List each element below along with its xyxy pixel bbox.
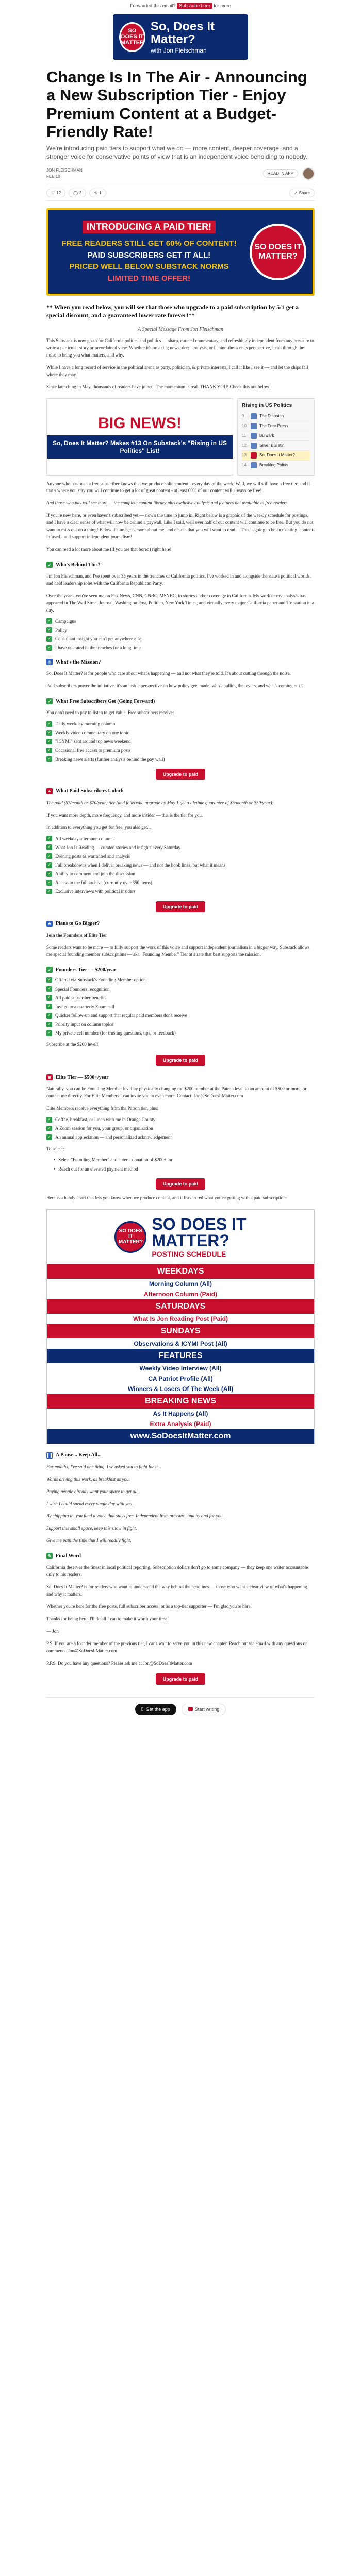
list-item [54, 1157, 315, 1163]
list-item [46, 879, 315, 886]
check-icon: ✓ [46, 995, 52, 1001]
check-icon: ✓ [46, 1134, 52, 1140]
restack-count: 1 [99, 190, 102, 195]
mission-heading [46, 659, 315, 665]
list-item [46, 730, 315, 736]
author-name[interactable]: JON FLEISCHMAN [46, 167, 83, 173]
forward-text: Forwarded this email? [130, 3, 176, 8]
list-item-text: Full breakdowns when I deliver breaking news — and not the hook lines, but what it means [55, 862, 226, 868]
bignews-left [46, 398, 233, 476]
bullet-icon: • [54, 1166, 56, 1172]
pub-name: Breaking Points [259, 463, 289, 467]
check-icon: ✓ [46, 977, 52, 983]
hero-line-3: PAID SUBSCRIBERS GET IT ALL! [87, 250, 211, 260]
list-item-text: Select "Founding Member" and enter a donation of $200+, or [58, 1157, 173, 1163]
list-item-text: Breaking news alerts (further analysis behind the pay wall) [55, 756, 165, 762]
masthead-subtitle: with Jon Fleischman [151, 47, 207, 55]
masthead-logo[interactable] [113, 14, 248, 60]
upgrade-row-2 [46, 901, 315, 912]
list-item-text: Campaigns [55, 618, 76, 624]
para-a-2: Since launching in May, thousands of readers have joined. The momentum is real. THANK YOU! Check this out below! [46, 384, 271, 389]
start-writing-label: Start writing [194, 1706, 220, 1712]
list-item [46, 738, 315, 744]
list-item-highlight [242, 451, 310, 461]
breaking-item-2: Extra Analysis (Paid) [47, 1419, 314, 1429]
pause-heading-text: A Pause... Keep All... [56, 1452, 102, 1459]
list-item-text: Policy [55, 627, 68, 633]
pause-para-4: By chipping in, you fund a voice that stays free. Independent from pressure, and by and for you. [46, 1513, 224, 1519]
elite-para: Naturally, you can be Founding Member level by physically changing the $200 number at the Patron level to an amount of $500 or more, or contact me directly. For Elite Members I can invite you to even more. Contact: Jon@SoDoesItMatter.com [46, 1086, 307, 1099]
list-item [54, 1166, 315, 1172]
para-b-2: If you're new here, or even haven't subscribed yet — now's the time to jump in. Right below is a graphic of the weekly schedule for postings, and I have a clear sense of what will now be behind a paywall. Like I said, well over half of our content will continue to be free. But you do not want to miss out on a thing! Below the image is more about me, and details that you will want to read.... This is going to be an exciting, content-infused - and support independent journalism! [46, 513, 315, 540]
check-icon: ✓ [46, 721, 52, 727]
elite-heading-text: Elite Tier — $500+/year [56, 1074, 109, 1080]
check-icon: ✓ [46, 1013, 52, 1019]
para-a-1: While I have a long record of service in the political arena as party, politician, & private interests, I call it like I see it — and let the chips fall where they may. [46, 364, 308, 377]
check-icon: ✓ [46, 698, 53, 704]
substack-logo-icon [188, 1707, 193, 1711]
paid-list [46, 836, 315, 895]
list-item [46, 627, 315, 633]
paid-heading [46, 788, 315, 794]
final-para-3: Thanks for being here. I'll do all I can to make it worth your time! [46, 1616, 169, 1621]
list-item-text: Priority input on column topics [55, 1022, 113, 1027]
paid-para: If you want more depth, more frequency, and more insider — this is the tier for you. [46, 812, 203, 818]
comment-icon: ◯ [73, 190, 78, 195]
list-item [46, 1021, 315, 1027]
list-item [46, 1125, 315, 1131]
final-para-0: California deserves the finest in local political reporting. Subscription dollars don't go to some company — they keep one writer accountable only to his readers. [46, 1565, 308, 1578]
comment-count: 3 [79, 190, 82, 195]
final-ps: P.S. If you are a founder member of the previous tier, I can't wait to serve you in this new chapter. Reach out via email with any questions or comments. Jon@SoDoesItMatter.com [46, 1640, 307, 1653]
para-a-0: This Substack is now go-to for California politics and politics — sharp, curated commentary, and refreshingly independent from any pressure to write a particular story or preordained view. Whether it's breaking news, deep analysis, or behind-the-scenes perspective, I call through the noise to bring you what matters, and why. [46, 337, 314, 358]
list-item-text: Ability to comment and join the discussion [55, 871, 135, 877]
list-item [46, 756, 315, 762]
post-container [46, 68, 315, 1726]
list-item [46, 977, 315, 983]
rank-num: 14 [242, 463, 247, 467]
schedule-title-2: MATTER? [152, 1231, 229, 1250]
pause-heading [46, 1452, 315, 1459]
list-item [242, 431, 310, 441]
share-label: Share [299, 190, 310, 195]
pub-logo-icon [251, 423, 257, 429]
elite-para-2: Elite Members receive everything from the Patron tier, plus: [46, 1106, 158, 1111]
para-b-1: And those who pay will see more — the complete content library plus exclusive analysis and features not available to free readers. [46, 500, 289, 506]
check-icon: ✓ [46, 967, 53, 973]
read-in-app-button[interactable]: READ IN APP [263, 169, 298, 178]
list-item-text: Invited to a quarterly Zoom call [55, 1004, 114, 1009]
start-writing-button[interactable] [182, 1704, 226, 1715]
mission-para-0: So, Does It Matter? is for people who care about what's happening — and not what they're told. It's about cutting through the noise. [46, 671, 291, 676]
elite-list [46, 1116, 315, 1140]
hero-line-5: LIMITED TIME OFFER! [108, 274, 190, 283]
upgrade-button[interactable]: Upgrade to paid [156, 769, 206, 780]
list-item-text: What Jon Is Reading — curated stories and insights every Saturday [55, 844, 180, 850]
list-item [46, 645, 315, 651]
share-button[interactable] [289, 189, 315, 197]
list-item-text: My private cell number (for trusting questions, tips, or feedback) [55, 1030, 176, 1036]
check-icon: ✓ [46, 836, 52, 841]
rank-num: 11 [242, 433, 247, 438]
list-item-text: A Zoom session for you, your group, or organization [55, 1126, 153, 1131]
forward-tail: for more [214, 3, 231, 8]
plans-sub: Join the Founders of Elite Tier [46, 932, 107, 938]
pub-name: Bulwark [259, 433, 274, 438]
upgrade-button[interactable]: Upgrade to paid [156, 1178, 206, 1190]
free-list [46, 721, 315, 762]
weekdays-band: WEEKDAYS [47, 1264, 314, 1279]
feature-item-1: Weekly Video Interview (All) [47, 1363, 314, 1374]
pub-name: Silver Bulletin [259, 443, 285, 448]
pen-icon: ✎ [46, 1553, 53, 1559]
action-bar [46, 185, 315, 201]
list-item [46, 888, 315, 894]
final-heading-text: Final Word [56, 1553, 81, 1559]
plans-heading-text: Plans to Go Bigger? [56, 921, 100, 927]
schedule-title: SO DOES IT [152, 1214, 247, 1233]
pause-para-5: Support this small space, keep this show in fight. [46, 1526, 137, 1531]
posting-schedule-image[interactable] [46, 1209, 315, 1444]
pub-logo-icon [251, 452, 257, 459]
check-icon: ✓ [46, 1117, 52, 1123]
top-banner [0, 0, 361, 11]
check-icon: ✓ [46, 1004, 52, 1009]
check-icon: ✓ [46, 889, 52, 894]
pub-logo-icon [251, 462, 257, 468]
para-b-0: Anyone who has been a free subscriber knows that we produce solid content - every day of the week. Well, we will still have a free tier, and if that's where you stay you will continue to get a lot of great content - at least 60% of our content will always be free! [46, 481, 310, 494]
footer-bar [46, 1697, 315, 1726]
check-icon: ✓ [46, 618, 52, 624]
post-date: FEB 10 [46, 174, 60, 179]
saturdays-band: SATURDAYS [47, 1299, 314, 1314]
elite-sub-list [46, 1157, 315, 1172]
list-item-text: Access to the full archive (currently over 350 items) [55, 880, 152, 886]
intro-bold: ** When you read below, you will see that those who upgrade to a paid subscription by 5/1 get a special discount, and a guaranteed lower rate forever!** [46, 303, 299, 319]
hero-line-2: FREE READERS STILL GET 60% OF CONTENT! [61, 239, 237, 248]
lock-icon: ▲ [46, 788, 53, 794]
rank-num: 10 [242, 423, 247, 428]
list-item-text: I have operated in the trenches for a long time [55, 645, 141, 651]
list-item [46, 844, 315, 851]
final-pps: P.P.S. Do you have any questions? Please ask me at Jon@SoDoesItMatter.com [46, 1660, 192, 1666]
list-item [242, 421, 310, 431]
list-item [46, 1012, 315, 1019]
list-item-text: Weekly video commentary on one topic [55, 730, 129, 736]
bignews-image[interactable] [46, 398, 315, 476]
pause-para-1: Words driving this work, as breakfast as you. [46, 1476, 130, 1482]
pause-para-6: Give me path the time that I will readily fight. [46, 1538, 132, 1544]
features-band: FEATURES [47, 1349, 314, 1363]
feature-item-2: CA Patriot Profile (All) [47, 1374, 314, 1384]
list-item [46, 1134, 315, 1140]
check-icon: ✓ [46, 844, 52, 850]
upgrade-row-1 [46, 769, 315, 780]
check-icon: ✓ [46, 1022, 52, 1027]
like-count: 12 [56, 190, 61, 195]
schedule-header [47, 1210, 314, 1264]
get-app-label: Get the app [145, 1706, 170, 1712]
pause-para-2: Paying people already want your space to get all. [46, 1488, 139, 1494]
paid-para-2: In addition to everything you get for free, you also get... [46, 824, 151, 830]
logo-badge: SO DOES IT MATTER [119, 22, 145, 52]
upgrade-row-4 [46, 1178, 315, 1190]
founders-heading-text: Founders Tier — $200/year [56, 967, 117, 973]
pub-logo-icon [251, 443, 257, 449]
who-list [46, 618, 315, 651]
list-item-text: An annual appreciation — and personalized acknowledgement [55, 1134, 172, 1140]
plans-para: Some readers want to be more — to fully support the work of this voice and support independent journalism in a bigger way. Substack allows me special founding member subscriptions — aka "Founding Member" Tier at a rate that best supports the mission. [46, 944, 310, 957]
hero-line-1: INTRODUCING A PAID TIER! [83, 221, 216, 234]
rank-num: 12 [242, 443, 247, 448]
upgrade-button[interactable]: Upgrade to paid [156, 1055, 206, 1066]
founders-note: Subscribe at the $200 level! [46, 1042, 99, 1047]
schedule-posting: POSTING SCHEDULE [152, 1249, 226, 1258]
pub-name: The Dispatch [259, 414, 284, 418]
sundays-band: SUNDAYS [47, 1324, 314, 1338]
check-icon: ✓ [46, 562, 53, 568]
target-icon: ◎ [46, 659, 53, 665]
comment-button[interactable] [69, 189, 86, 197]
list-item [242, 412, 310, 421]
restack-icon: ⟲ [94, 190, 98, 195]
restack-button[interactable] [89, 189, 106, 197]
free-intro: You don't need to pay to listen to get value. Free subscribers receive: [46, 710, 174, 716]
final-para-1: So, Does It Matter? is for readers who want to understand the why behind the headlines — those who want a clear view of what's happening and why it matters. [46, 1584, 307, 1597]
list-item-text: All weekday afternoon columns [55, 836, 115, 841]
check-icon: ✓ [46, 986, 52, 992]
pub-name: The Free Press [259, 423, 288, 428]
upgrade-row-5 [46, 1673, 315, 1685]
feature-item-3: Winners & Losers Of The Week (All) [47, 1384, 314, 1394]
check-icon: ✓ [46, 645, 52, 651]
mission-para-1: Paid subscribers power the initiative. It's an inside perspective on how policy gets made, who's pulling the levers, and what's coming next. [46, 683, 303, 689]
weekday-item-2: Afternoon Column (Paid) [47, 1289, 314, 1299]
check-icon: ✓ [46, 862, 52, 868]
who-para-0: I'm Jon Fleischman, and I've spent over 35 years in the trenches of California politics. I've worked in and alongside the state's political worlds, and held leadership roles with the California Republican Party. [46, 573, 311, 586]
check-icon: ✓ [46, 636, 52, 642]
check-icon: ✓ [46, 739, 52, 744]
final-heading [46, 1553, 315, 1559]
list-item-text: Occasional free access to premium posts [55, 748, 131, 753]
list-item-text: Special Founders recognition [55, 986, 110, 992]
avatar[interactable] [302, 167, 315, 180]
list-item [46, 636, 315, 642]
free-heading [46, 698, 315, 704]
para-b-3: You can read a lot more about me (if you are that bored) right here! [46, 547, 172, 552]
special-message: A Special Message From Jon Fleischman [138, 326, 223, 332]
list-item-text: Quicker follow-up and support that regular paid members don't receive [55, 1012, 187, 1018]
who-heading-text: Who's Behind This? [56, 562, 101, 568]
rank-num: 13 [242, 453, 247, 457]
final-signoff: — Jon [46, 1628, 59, 1634]
check-icon: ✓ [46, 853, 52, 859]
masthead-wrap [0, 11, 361, 65]
mission-heading-text: What's the Mission? [56, 659, 101, 665]
list-item-text: Evening posts as warranted and analysis [55, 853, 130, 859]
upgrade-button[interactable]: Upgrade to paid [156, 1673, 206, 1685]
like-button[interactable] [46, 189, 65, 197]
masthead-title: So, Does It Matter? [151, 19, 215, 46]
list-item [242, 441, 310, 451]
free-heading-text: What Free Subscribers Get (Going Forward) [56, 698, 155, 704]
bignews-headline: BIG NEWS! [98, 415, 182, 432]
list-item-text: Consultant insight you can't get anywhere else [55, 636, 142, 641]
upgrade-row-3 [46, 1055, 315, 1066]
heart-icon: ♡ [51, 190, 55, 195]
rising-list [237, 398, 315, 476]
rocket-icon: ★ [46, 921, 53, 927]
list-item-text: Daily weekday morning column [55, 721, 116, 727]
list-item [46, 836, 315, 842]
list-item [46, 618, 315, 624]
list-item [46, 986, 315, 992]
post-subtitle: We're introducing paid tiers to support what we do — more content, deeper coverage, and a stronger voice for conservative points of view that is an independent voice beholding to nobody. [46, 145, 308, 160]
list-item [46, 995, 315, 1001]
schedule-url: www.SoDoesItMatter.com [47, 1429, 314, 1444]
list-item [46, 1116, 315, 1123]
paid-heading-text: What Paid Subscribers Unlock [56, 788, 124, 794]
crown-icon: ♛ [46, 1074, 53, 1080]
list-item [46, 871, 315, 877]
who-heading [46, 562, 315, 568]
pub-logo-icon [251, 433, 257, 439]
list-item-text: Offered via Substack's Founding Member option [55, 977, 146, 983]
check-icon: ✓ [46, 871, 52, 877]
check-icon: ✓ [46, 748, 52, 753]
saturday-item-1: What Is Jon Reading Post (Paid) [47, 1314, 314, 1324]
list-item-text: Reach out for an elevated payment method [58, 1166, 138, 1172]
breaking-item-1: As It Happens (All) [47, 1409, 314, 1419]
pub-logo-icon [251, 413, 257, 419]
get-app-button[interactable] [135, 1704, 176, 1715]
weekday-item-1: Morning Column (All) [47, 1279, 314, 1289]
list-item [46, 721, 315, 727]
upgrade-button[interactable]: Upgrade to paid [156, 901, 206, 912]
schedule-badge: SO DOES IT MATTER? [114, 1221, 146, 1253]
founders-heading [46, 967, 315, 973]
elite-para-3: To select: [46, 1146, 64, 1151]
rank-num: 9 [242, 414, 244, 418]
check-icon: ✓ [46, 627, 52, 633]
list-item [46, 1004, 315, 1010]
pause-icon: ❚❚ [46, 1453, 53, 1458]
check-icon: ✓ [46, 880, 52, 886]
sunday-item-1: Observations & ICYMI Post (All) [47, 1338, 314, 1349]
who-para-1: Over the years, you've seen me on Fox News, CNN, CNBC, MSNBC, in stories and/or coverage in California. My work or my analysis has appeared in The Wall Street Journal, Washington Post, Politico, New York Times, and virtually every major California paper and TV station in a day. [46, 592, 314, 613]
bignews-box: So, Does It Matter? Makes #13 On Substack's "Rising in US Politics" List! [47, 435, 233, 459]
breaking-band: BREAKING NEWS [47, 1394, 314, 1409]
check-icon: ✓ [46, 756, 52, 762]
list-item-text: All paid subscriber benefits [55, 995, 107, 1001]
elite-heading [46, 1074, 315, 1080]
post-title[interactable]: Change Is In The Air - Announcing a New Subscription Tier - Enjoy Premium Content at a Budget-Friendly Rate! [46, 68, 307, 141]
list-item [242, 461, 310, 470]
paid-intro: The paid ($7/month or $70/year) tier (and folks who upgrade by May 1 get a lifetime guarantee of $5/month or $50/year): [46, 800, 274, 805]
share-icon: ↗ [293, 190, 298, 195]
list-item [46, 853, 315, 859]
final-para-2: Whether you're here for the free posts, full subscriber access, or as a top-tier supporter — I'm glad you're here. [46, 1604, 252, 1609]
list-item [46, 1030, 315, 1036]
check-icon: ✓ [46, 1126, 52, 1131]
byline [46, 167, 315, 180]
rising-list-title: Rising in US Politics [242, 402, 292, 409]
check-icon: ✓ [46, 1030, 52, 1036]
subscribe-link[interactable]: Subscribe here [177, 3, 212, 9]
phone-icon: ▯ [141, 1706, 144, 1712]
list-item [46, 862, 315, 868]
check-icon: ✓ [46, 730, 52, 736]
pause-para-3: I wish I could spend every single day with you. [46, 1501, 134, 1506]
hero-image[interactable] [46, 208, 315, 296]
hero-line-4: PRICED WELL BELOW SUBSTACK NORMS [69, 262, 229, 272]
pause-para-0: For months, I've said one thing, I've asked you to fight for it... [46, 1464, 161, 1469]
bullet-icon: • [54, 1157, 56, 1163]
list-item-text: Exclusive interviews with political insiders [55, 889, 136, 894]
hero-badge: SO DOES IT MATTER? [250, 224, 306, 280]
pub-name: So, Does It Matter? [259, 453, 295, 457]
list-item-text: "ICYMI" sent around top news weekend [55, 739, 131, 744]
founders-list [46, 977, 315, 1036]
list-item-text: Coffee, breakfast, or lunch with me in Orange County [55, 1117, 156, 1123]
schedule-intro: Here is a handy chart that lets you know when we produce content, and it lists in red what you're getting with a paid subscription: [46, 1195, 287, 1200]
plans-heading [46, 921, 315, 927]
list-item [46, 747, 315, 753]
